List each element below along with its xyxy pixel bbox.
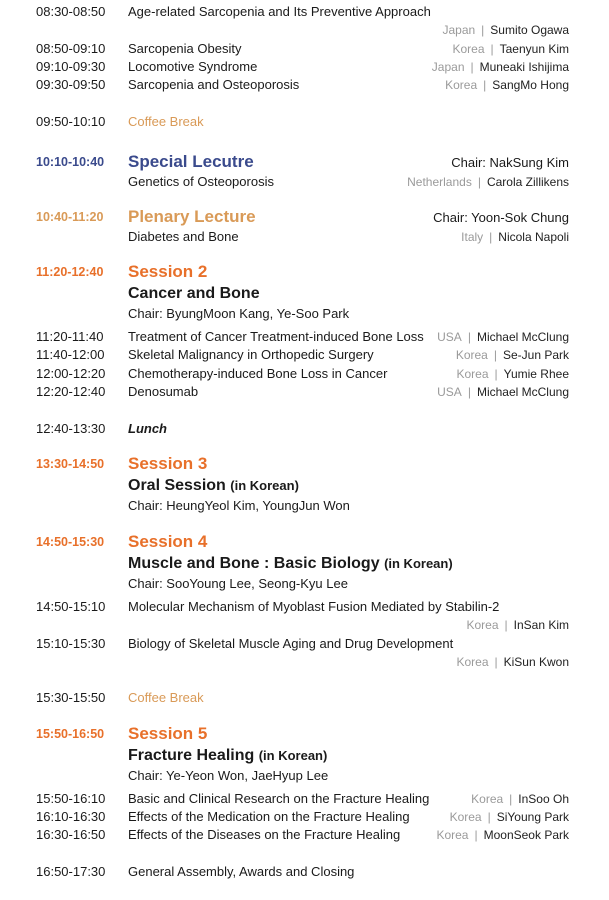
talk-title: Biology of Skeletal Muscle Aging and Drug Development <box>128 636 454 651</box>
affiliation: Netherlands | Carola Zillikens <box>407 175 569 189</box>
talk-title: Effects of the Diseases on the Fracture Healing <box>128 827 401 842</box>
chair: Chair: SooYoung Lee, Seong-Kyu Lee <box>128 576 348 591</box>
plenary-lecture-heading: Plenary Lecture <box>128 207 256 226</box>
affiliation: Korea | SiYoung Park <box>449 810 569 824</box>
chair: Chair: NakSung Kim <box>451 155 569 170</box>
country: Korea <box>471 792 504 806</box>
time-1450-talk: 14:50-15:10 <box>36 599 106 614</box>
session-2-subtitle: Cancer and Bone <box>128 285 260 302</box>
speaker: MoonSeok Park <box>483 828 569 842</box>
talk-title: Skeletal Malignancy in Orthopedic Surgery <box>128 347 374 362</box>
chair: Chair: ByungMoon Kang, Ye-Soo Park <box>128 306 350 321</box>
country: Netherlands <box>407 175 472 189</box>
speaker: SiYoung Park <box>496 810 569 824</box>
country: Korea <box>456 655 489 669</box>
talk-title: Treatment of Cancer Treatment-induced Bone Loss <box>128 329 424 344</box>
language-tag: (in Korean) <box>230 478 299 493</box>
country: USA <box>437 385 462 399</box>
affiliation: USA | Michael McClung <box>437 330 569 344</box>
affiliation: Italy | Nicola Napoli <box>461 230 569 244</box>
country: Korea <box>452 42 485 56</box>
time-1610: 16:10-16:30 <box>36 809 106 824</box>
speaker: InSan Kim <box>513 618 569 632</box>
session-3-subtitle <box>128 477 299 495</box>
country: Korea <box>466 618 499 632</box>
speaker: Nicola Napoli <box>498 230 569 244</box>
time-1200: 12:00-12:20 <box>36 366 106 381</box>
country: Japan <box>442 23 476 37</box>
time-1550-talk: 15:50-16:10 <box>36 791 106 806</box>
speaker: Michael McClung <box>476 330 569 344</box>
time-1010: 10:10-10:40 <box>36 155 105 169</box>
session-5-subtitle <box>128 747 327 765</box>
affiliation: Korea | MoonSeok Park <box>436 828 569 842</box>
country: Korea <box>436 828 469 842</box>
speaker: Se-Jun Park <box>502 348 569 362</box>
time-1650: 16:50-17:30 <box>36 864 106 879</box>
time-0930: 09:30-09:50 <box>36 77 106 92</box>
subtitle-text: Fracture Healing <box>128 747 255 764</box>
affiliation: Japan | Sumito Ogawa <box>442 23 569 37</box>
time-0950: 09:50-10:10 <box>36 114 106 129</box>
subtitle-text: Oral Session <box>128 477 226 494</box>
time-1330: 13:30-14:50 <box>36 457 105 471</box>
speaker: InSoo Oh <box>518 792 569 806</box>
session-4-subtitle <box>128 555 453 573</box>
time-1240: 12:40-13:30 <box>36 421 106 436</box>
session-5-heading: Session 5 <box>128 724 208 743</box>
time-1140: 11:40-12:00 <box>36 347 105 362</box>
speaker: Michael McClung <box>476 385 569 399</box>
affiliation: Korea | InSoo Oh <box>471 792 569 806</box>
affiliation: Korea | Yumie Rhee <box>456 367 569 381</box>
talk-title: Sarcopenia and Osteoporosis <box>128 77 300 92</box>
affiliation: USA | Michael McClung <box>437 385 569 399</box>
session-2-heading: Session 2 <box>128 262 208 281</box>
time-1450: 14:50-15:30 <box>36 535 105 549</box>
talk-title: Diabetes and Bone <box>128 229 239 244</box>
affiliation: Korea | KiSun Kwon <box>456 655 569 669</box>
time-1040: 10:40-11:20 <box>36 210 104 224</box>
talk-title: Locomotive Syndrome <box>128 59 258 74</box>
speaker: Sumito Ogawa <box>490 23 569 37</box>
country: Japan <box>431 60 465 74</box>
lunch: Lunch <box>128 421 167 436</box>
time-0910: 09:10-09:30 <box>36 59 106 74</box>
time-1120-talk: 11:20-11:40 <box>36 329 104 344</box>
country: Korea <box>456 367 489 381</box>
talk-title: Basic and Clinical Research on the Fracture Healing <box>128 791 430 806</box>
time-1120: 11:20-12:40 <box>36 265 104 279</box>
time-1550: 15:50-16:50 <box>36 727 105 741</box>
chair: Chair: HeungYeol Kim, YoungJun Won <box>128 498 350 513</box>
country: Italy <box>461 230 484 244</box>
time-1220: 12:20-12:40 <box>36 384 106 399</box>
talk-title: Age-related Sarcopenia and Its Preventive Approach <box>128 4 431 19</box>
coffee-break: Coffee Break <box>128 690 204 705</box>
affiliation: Korea | InSan Kim <box>466 618 569 632</box>
language-tag: (in Korean) <box>258 748 328 763</box>
affiliation: Korea | Se-Jun Park <box>455 348 569 362</box>
speaker: SangMo Hong <box>492 78 569 92</box>
talk-title: Effects of the Medication on the Fracture Healing <box>128 809 410 824</box>
chair: Chair: Ye-Yeon Won, JaeHyup Lee <box>128 768 329 783</box>
talk-title: Sarcopenia Obesity <box>128 41 242 56</box>
country: Korea <box>449 810 482 824</box>
time-0830: 08:30-08:50 <box>36 4 106 19</box>
subtitle-text: Muscle and Bone : Basic Biology <box>128 555 380 572</box>
chair: Chair: Yoon-Sok Chung <box>433 210 569 225</box>
country: USA <box>437 330 462 344</box>
speaker: Muneaki Ishijima <box>479 60 569 74</box>
session-4-heading: Session 4 <box>128 532 208 551</box>
time-1530: 15:30-15:50 <box>36 690 106 705</box>
time-0850: 08:50-09:10 <box>36 41 106 56</box>
speaker: KiSun Kwon <box>503 655 569 669</box>
talk-title: Molecular Mechanism of Myoblast Fusion Mediated by Stabilin-2 <box>128 599 500 614</box>
country: Korea <box>445 78 478 92</box>
speaker: Carola Zillikens <box>486 175 569 189</box>
time-1510: 15:10-15:30 <box>36 636 106 651</box>
talk-title: Chemotherapy-induced Bone Loss in Cancer <box>128 366 388 381</box>
language-tag: (in Korean) <box>384 556 453 571</box>
time-1630: 16:30-16:50 <box>36 827 106 842</box>
session-3-heading: Session 3 <box>128 454 208 473</box>
country: Korea <box>455 348 488 362</box>
talk-title: Denosumab <box>128 384 199 399</box>
speaker: Yumie Rhee <box>503 367 569 381</box>
speaker: Taenyun Kim <box>499 42 569 56</box>
affiliation: Korea | SangMo Hong <box>445 78 569 92</box>
special-lecture-heading: Special Lecutre <box>128 152 254 171</box>
affiliation: Korea | Taenyun Kim <box>452 42 569 56</box>
affiliation: Japan | Muneaki Ishijima <box>431 60 569 74</box>
coffee-break: Coffee Break <box>128 114 204 129</box>
closing-title: General Assembly, Awards and Closing <box>128 864 355 879</box>
talk-title: Genetics of Osteoporosis <box>128 174 274 189</box>
